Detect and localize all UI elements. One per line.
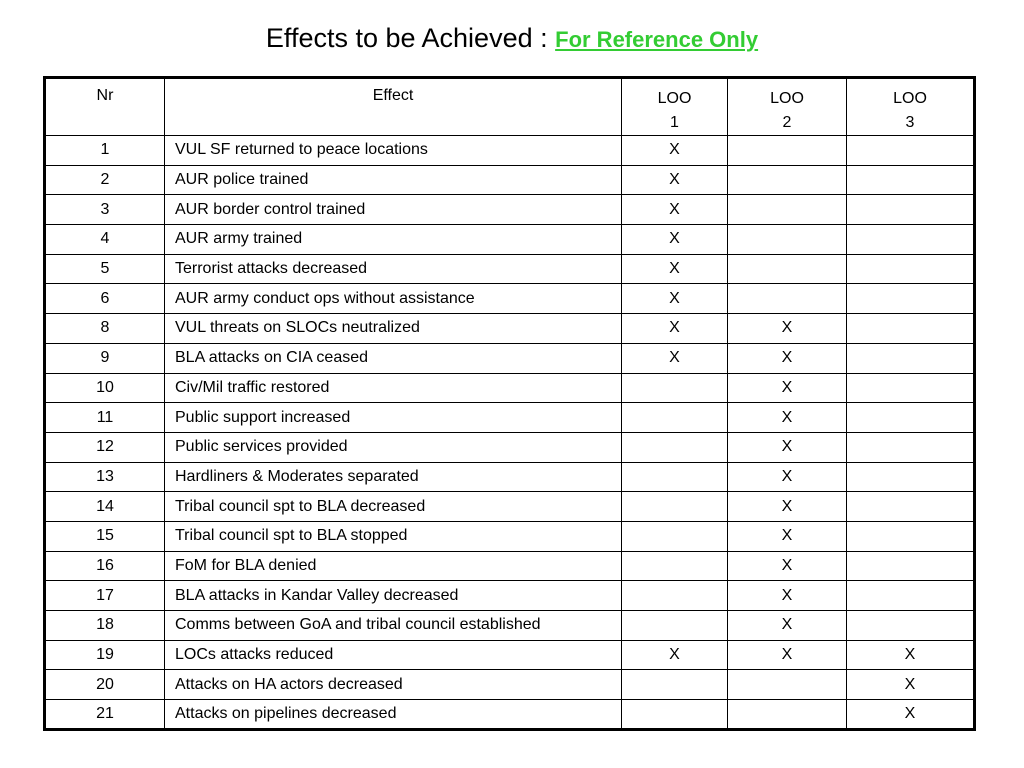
cell-loo-2 xyxy=(728,254,847,284)
cell-loo-3: X xyxy=(847,640,975,670)
table-row xyxy=(45,700,975,730)
cell-effect: AUR border control trained xyxy=(165,195,622,225)
cell-loo-3 xyxy=(847,314,975,344)
cell-loo-2 xyxy=(728,670,847,700)
cell-nr: 16 xyxy=(45,551,165,581)
cell-nr: 17 xyxy=(45,581,165,611)
table-row xyxy=(45,343,975,373)
cell-loo-2 xyxy=(728,195,847,225)
cell-loo-1 xyxy=(622,403,728,433)
cell-effect: VUL SF returned to peace locations xyxy=(165,136,622,166)
header-loo-1: LOO 1 xyxy=(622,78,728,136)
cell-loo-2: X xyxy=(728,373,847,403)
cell-loo-2 xyxy=(728,165,847,195)
table-row xyxy=(45,254,975,284)
table-row xyxy=(45,284,975,314)
cell-loo-1: X xyxy=(622,195,728,225)
cell-nr: 1 xyxy=(45,136,165,166)
cell-loo-1: X xyxy=(622,136,728,166)
cell-effect: Hardliners & Moderates separated xyxy=(165,462,622,492)
cell-nr: 11 xyxy=(45,403,165,433)
cell-nr: 3 xyxy=(45,195,165,225)
cell-effect: BLA attacks in Kandar Valley decreased xyxy=(165,581,622,611)
table-row xyxy=(45,195,975,225)
cell-loo-3 xyxy=(847,492,975,522)
table-row xyxy=(45,432,975,462)
cell-loo-2: X xyxy=(728,581,847,611)
cell-loo-1: X xyxy=(622,640,728,670)
table-row xyxy=(45,581,975,611)
cell-loo-1: X xyxy=(622,225,728,255)
cell-nr: 20 xyxy=(45,670,165,700)
table-row xyxy=(45,462,975,492)
cell-effect: VUL threats on SLOCs neutralized xyxy=(165,314,622,344)
cell-nr: 9 xyxy=(45,343,165,373)
cell-loo-2: X xyxy=(728,521,847,551)
cell-loo-2 xyxy=(728,225,847,255)
cell-effect: Civ/Mil traffic restored xyxy=(165,373,622,403)
cell-loo-2 xyxy=(728,284,847,314)
cell-loo-2 xyxy=(728,136,847,166)
cell-nr: 19 xyxy=(45,640,165,670)
cell-loo-1 xyxy=(622,373,728,403)
cell-loo-2: X xyxy=(728,343,847,373)
cell-loo-3 xyxy=(847,551,975,581)
table-row xyxy=(45,136,975,166)
cell-loo-2: X xyxy=(728,492,847,522)
cell-nr: 4 xyxy=(45,225,165,255)
cell-loo-1 xyxy=(622,700,728,730)
cell-effect: Public support increased xyxy=(165,403,622,433)
cell-loo-1 xyxy=(622,611,728,641)
cell-effect: Attacks on pipelines decreased xyxy=(165,700,622,730)
title-main: Effects to be Achieved : xyxy=(265,23,548,53)
cell-nr: 15 xyxy=(45,521,165,551)
cell-effect: Public services provided xyxy=(165,432,622,462)
page-title xyxy=(0,20,1024,58)
header-nr: Nr xyxy=(45,78,165,136)
header-loo-3: LOO 3 xyxy=(847,78,975,136)
table-row xyxy=(45,165,975,195)
cell-nr: 2 xyxy=(45,165,165,195)
cell-loo-1 xyxy=(622,551,728,581)
cell-effect: AUR army trained xyxy=(165,225,622,255)
cell-loo-3: X xyxy=(847,670,975,700)
cell-loo-3 xyxy=(847,225,975,255)
cell-effect: FoM for BLA denied xyxy=(165,551,622,581)
cell-loo-2: X xyxy=(728,551,847,581)
cell-loo-2: X xyxy=(728,640,847,670)
cell-loo-3 xyxy=(847,254,975,284)
cell-loo-3 xyxy=(847,343,975,373)
table-row xyxy=(45,373,975,403)
cell-loo-2 xyxy=(728,700,847,730)
cell-loo-2: X xyxy=(728,403,847,433)
cell-loo-3 xyxy=(847,136,975,166)
cell-nr: 18 xyxy=(45,611,165,641)
cell-nr: 8 xyxy=(45,314,165,344)
cell-loo-2: X xyxy=(728,432,847,462)
cell-loo-2: X xyxy=(728,314,847,344)
cell-loo-3 xyxy=(847,403,975,433)
cell-nr: 12 xyxy=(45,432,165,462)
header-effect: Effect xyxy=(165,78,622,136)
cell-effect: Comms between GoA and tribal council established xyxy=(165,611,622,641)
cell-nr: 14 xyxy=(45,492,165,522)
table-row xyxy=(45,640,975,670)
table-row xyxy=(45,551,975,581)
effects-table xyxy=(43,76,976,731)
reference-note: For Reference Only xyxy=(555,27,759,52)
header-loo-2: LOO 2 xyxy=(728,78,847,136)
cell-loo-1: X xyxy=(622,165,728,195)
cell-loo-1: X xyxy=(622,284,728,314)
cell-nr: 10 xyxy=(45,373,165,403)
cell-loo-3 xyxy=(847,195,975,225)
cell-effect: Tribal council spt to BLA stopped xyxy=(165,521,622,551)
table-row xyxy=(45,403,975,433)
cell-effect: BLA attacks on CIA ceased xyxy=(165,343,622,373)
cell-nr: 6 xyxy=(45,284,165,314)
cell-loo-3 xyxy=(847,284,975,314)
cell-loo-3 xyxy=(847,462,975,492)
table-row xyxy=(45,521,975,551)
cell-loo-1: X xyxy=(622,343,728,373)
cell-loo-2: X xyxy=(728,462,847,492)
cell-effect: Tribal council spt to BLA decreased xyxy=(165,492,622,522)
cell-loo-3 xyxy=(847,165,975,195)
cell-loo-1 xyxy=(622,521,728,551)
cell-nr: 21 xyxy=(45,700,165,730)
cell-loo-1 xyxy=(622,432,728,462)
table-row xyxy=(45,670,975,700)
cell-loo-3: X xyxy=(847,700,975,730)
cell-loo-1: X xyxy=(622,254,728,284)
cell-loo-3 xyxy=(847,373,975,403)
cell-loo-1 xyxy=(622,581,728,611)
cell-loo-3 xyxy=(847,521,975,551)
cell-loo-2: X xyxy=(728,611,847,641)
cell-nr: 13 xyxy=(45,462,165,492)
cell-effect: Terrorist attacks decreased xyxy=(165,254,622,284)
cell-effect: AUR army conduct ops without assistance xyxy=(165,284,622,314)
cell-loo-3 xyxy=(847,581,975,611)
cell-loo-1 xyxy=(622,492,728,522)
table-row xyxy=(45,611,975,641)
cell-loo-3 xyxy=(847,432,975,462)
cell-effect: AUR police trained xyxy=(165,165,622,195)
header-row xyxy=(45,78,975,136)
cell-effect: Attacks on HA actors decreased xyxy=(165,670,622,700)
cell-loo-1 xyxy=(622,462,728,492)
table-row xyxy=(45,225,975,255)
cell-effect: LOCs attacks reduced xyxy=(165,640,622,670)
cell-loo-1 xyxy=(622,670,728,700)
table-row xyxy=(45,314,975,344)
cell-loo-1: X xyxy=(622,314,728,344)
cell-nr: 5 xyxy=(45,254,165,284)
cell-loo-3 xyxy=(847,611,975,641)
table-row xyxy=(45,492,975,522)
